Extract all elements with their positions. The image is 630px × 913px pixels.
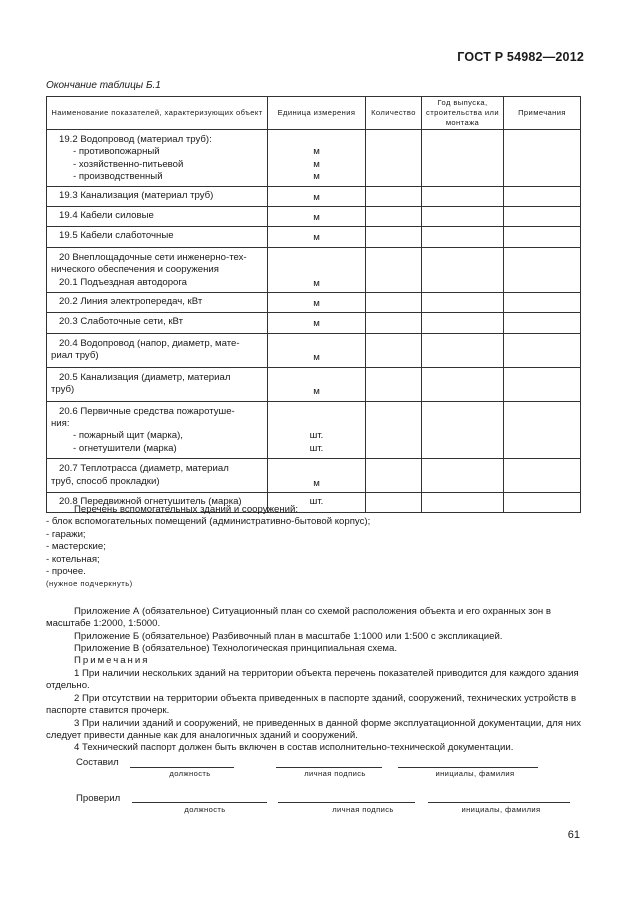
quantity-cell (366, 207, 422, 227)
row-text: 19.3 Канализация (материал труб) (59, 189, 214, 201)
notes-heading: Примечания (74, 655, 150, 667)
row-text: - производственный (73, 171, 163, 183)
document-standard-header: ГОСТ Р 54982—2012 (457, 50, 584, 64)
unit-cell (268, 401, 366, 459)
quantity-cell (366, 130, 422, 187)
unit-text (272, 406, 361, 418)
indicator-name (47, 227, 268, 247)
notes-cell (504, 227, 581, 247)
year-cell (422, 367, 504, 401)
row-text: 20.2 Линия электропередач, кВт (59, 296, 203, 308)
table-row (47, 130, 581, 187)
indicator-name (47, 313, 268, 333)
unit-text (272, 134, 361, 146)
indicator-name (47, 293, 268, 313)
row-text: 20.6 Первичные средства пожаротуше- (59, 405, 235, 417)
notes-cell (504, 207, 581, 227)
year-cell (422, 333, 504, 367)
quantity-cell (366, 247, 422, 292)
unit-text: м (313, 191, 320, 203)
unit-text: м (313, 158, 320, 170)
column-header-name: Наименование показателей, характеризующих объект (47, 97, 268, 130)
row-text: 20 Внеплощадочные сети инженерно-тех- (59, 251, 247, 263)
signature-caption: личная подпись (304, 769, 366, 778)
compiled-name-line[interactable] (398, 766, 538, 768)
checked-by-label: Проверил (76, 793, 121, 804)
row-text: 20.5 Канализация (диаметр, материал (59, 371, 231, 383)
unit-cell (268, 247, 366, 292)
note-3: 3 При наличии зданий и сооружений, не приведенных в данной форме эксплуатационной документации, для них следует привести данные как для аналогичных зданий и сооружений. (46, 717, 582, 741)
appendix-b: Приложение Б (обязательное) Разбивочный план в масштабе 1:1000 или 1:500 с экспликацией. (74, 630, 503, 642)
table-row (47, 247, 581, 292)
position-caption: должность (169, 769, 211, 778)
appendix-c: Приложение В (обязательное) Технологическая принципиальная схема. (74, 643, 398, 655)
table-row (47, 313, 581, 333)
page-number: 61 (567, 829, 580, 841)
unit-text (272, 265, 361, 277)
unit-text: м (313, 232, 320, 244)
year-cell (422, 459, 504, 493)
row-text: 20.3 Слаботочные сети, кВт (59, 316, 183, 328)
indicator-name (47, 186, 268, 206)
row-text: 20.4 Водопровод (напор, диаметр, мате- (59, 337, 240, 349)
unit-cell (268, 313, 366, 333)
unit-text (272, 465, 361, 477)
quantity-cell (366, 367, 422, 401)
unit-cell (268, 293, 366, 313)
notes-cell (504, 313, 581, 333)
aux-list-item: - мастерские; (46, 541, 106, 553)
table-row (47, 293, 581, 313)
name-caption: инициалы, фамилия (435, 769, 515, 778)
signature-caption: личная подпись (332, 805, 394, 814)
unit-text: м (313, 212, 320, 224)
quantity-cell (366, 333, 422, 367)
column-header-unit: Единица измерения (268, 97, 366, 130)
indicator-name (47, 247, 268, 292)
checked-position-line[interactable] (132, 801, 267, 803)
quantity-cell (366, 313, 422, 333)
notes-cell (504, 186, 581, 206)
year-cell (422, 130, 504, 187)
row-text: - пожарный щит (марка), (73, 430, 183, 442)
table-row (47, 227, 581, 247)
row-text: риал труб) (51, 350, 99, 362)
unit-text: м (313, 171, 320, 183)
row-text: - противопожарный (73, 146, 160, 158)
unit-text (272, 340, 361, 352)
appendix-a-continued: масштабе 1:2000, 1:5000. (46, 618, 161, 630)
note-4: 4 Технический паспорт должен быть включен в состав исполнительно-технической документации. (74, 742, 514, 754)
compiled-signature-line[interactable] (276, 766, 382, 768)
unit-text (272, 253, 361, 265)
notes-cell (504, 293, 581, 313)
row-text: 20.8 Передвижной огнетушитель (марка) (59, 495, 242, 507)
position-caption: должность (184, 805, 226, 814)
aux-list-item: - гаражи; (46, 528, 86, 540)
underline-hint: (нужное подчеркнуть) (46, 579, 133, 589)
note-1: 1 При наличии нескольких зданий на территории объекта перечень показателей приводится для каждого здания отдельно. (46, 667, 579, 692)
row-text: 20.7 Теплотрасса (диаметр, материал (59, 463, 229, 475)
indicator-name (47, 333, 268, 367)
unit-cell (268, 459, 366, 493)
name-caption: инициалы, фамилия (461, 805, 541, 814)
table-row (47, 333, 581, 367)
year-cell (422, 313, 504, 333)
compiled-by-label: Составил (76, 757, 119, 768)
unit-text: м (313, 277, 320, 289)
year-cell (422, 186, 504, 206)
year-cell (422, 401, 504, 459)
table-row (47, 186, 581, 206)
unit-cell (268, 130, 366, 187)
quantity-cell (366, 227, 422, 247)
row-text: - хозяйственно-питьевой (73, 158, 184, 170)
row-text: ния: (51, 417, 70, 429)
unit-text (272, 418, 361, 430)
row-text: труб) (51, 384, 75, 396)
row-text: 19.2 Водопровод (материал труб): (59, 134, 212, 145)
checked-signature-line[interactable] (278, 801, 415, 803)
indicator-name (47, 207, 268, 227)
quantity-cell (366, 293, 422, 313)
quantity-cell (366, 459, 422, 493)
row-text: - огнетушители (марка) (73, 442, 177, 454)
notes-cell (504, 130, 581, 187)
unit-cell (268, 333, 366, 367)
indicator-name (47, 367, 268, 401)
table-caption: Окончание таблицы Б.1 (46, 80, 161, 91)
column-header-year: Год выпуска, строительства или монтажа (422, 97, 504, 130)
unit-text: м (313, 352, 320, 364)
row-text: нического обеспечения и сооружения (51, 264, 219, 276)
note-2: 2 При отсутствии на территории объекта приведенных в паспорте зданий, сооружений, технических устройств в паспорте ставится прочерк. (46, 692, 577, 717)
compiled-position-line[interactable] (130, 766, 234, 768)
aux-list-item: - блок вспомогательных помещений (административно-бытовой корпус); (46, 516, 371, 528)
checked-name-line[interactable] (428, 801, 570, 803)
table-row (47, 207, 581, 227)
quantity-cell (366, 186, 422, 206)
unit-text: м (313, 477, 320, 489)
year-cell (422, 247, 504, 292)
unit-cell (268, 186, 366, 206)
appendix-a: Приложение А (обязательное) Ситуационный план со схемой расположения объекта и его охранных зон в (74, 605, 551, 617)
unit-cell (268, 207, 366, 227)
notes-cell (504, 459, 581, 493)
year-cell (422, 293, 504, 313)
unit-text: м (313, 146, 320, 158)
indicator-name (47, 130, 268, 187)
notes-cell (504, 367, 581, 401)
column-header-notes: Примечания (504, 97, 581, 130)
row-text: 20.1 Подъездная автодорога (59, 276, 188, 288)
notes-cell (504, 333, 581, 367)
unit-text: шт. (309, 442, 324, 454)
year-cell (422, 227, 504, 247)
column-header-quantity: Количество (366, 97, 422, 130)
table-header-row (47, 97, 581, 130)
notes-cell (504, 247, 581, 292)
notes-cell (504, 401, 581, 459)
unit-text: м (313, 386, 320, 398)
unit-text (272, 374, 361, 386)
row-text: 19.5 Кабели слаботочные (59, 230, 174, 242)
indicator-name (47, 401, 268, 459)
aux-list-item: - котельная; (46, 553, 100, 565)
unit-cell (268, 367, 366, 401)
unit-text: шт. (309, 495, 324, 507)
table-row (47, 401, 581, 459)
unit-cell (268, 227, 366, 247)
unit-text: м (313, 318, 320, 330)
table-row (47, 459, 581, 493)
indicators-table (46, 96, 581, 513)
unit-text: шт. (309, 430, 324, 442)
notes-section (46, 504, 586, 755)
quantity-cell (366, 401, 422, 459)
table-row (47, 367, 581, 401)
aux-buildings-title: Перечень вспомогательных зданий и сооружений: (74, 504, 299, 515)
row-text: труб, способ прокладки) (51, 475, 160, 487)
year-cell (422, 207, 504, 227)
unit-text: м (313, 298, 320, 310)
indicator-name (47, 459, 268, 493)
aux-list-item: - прочее. (46, 566, 86, 578)
row-text: 19.4 Кабели силовые (59, 210, 154, 222)
